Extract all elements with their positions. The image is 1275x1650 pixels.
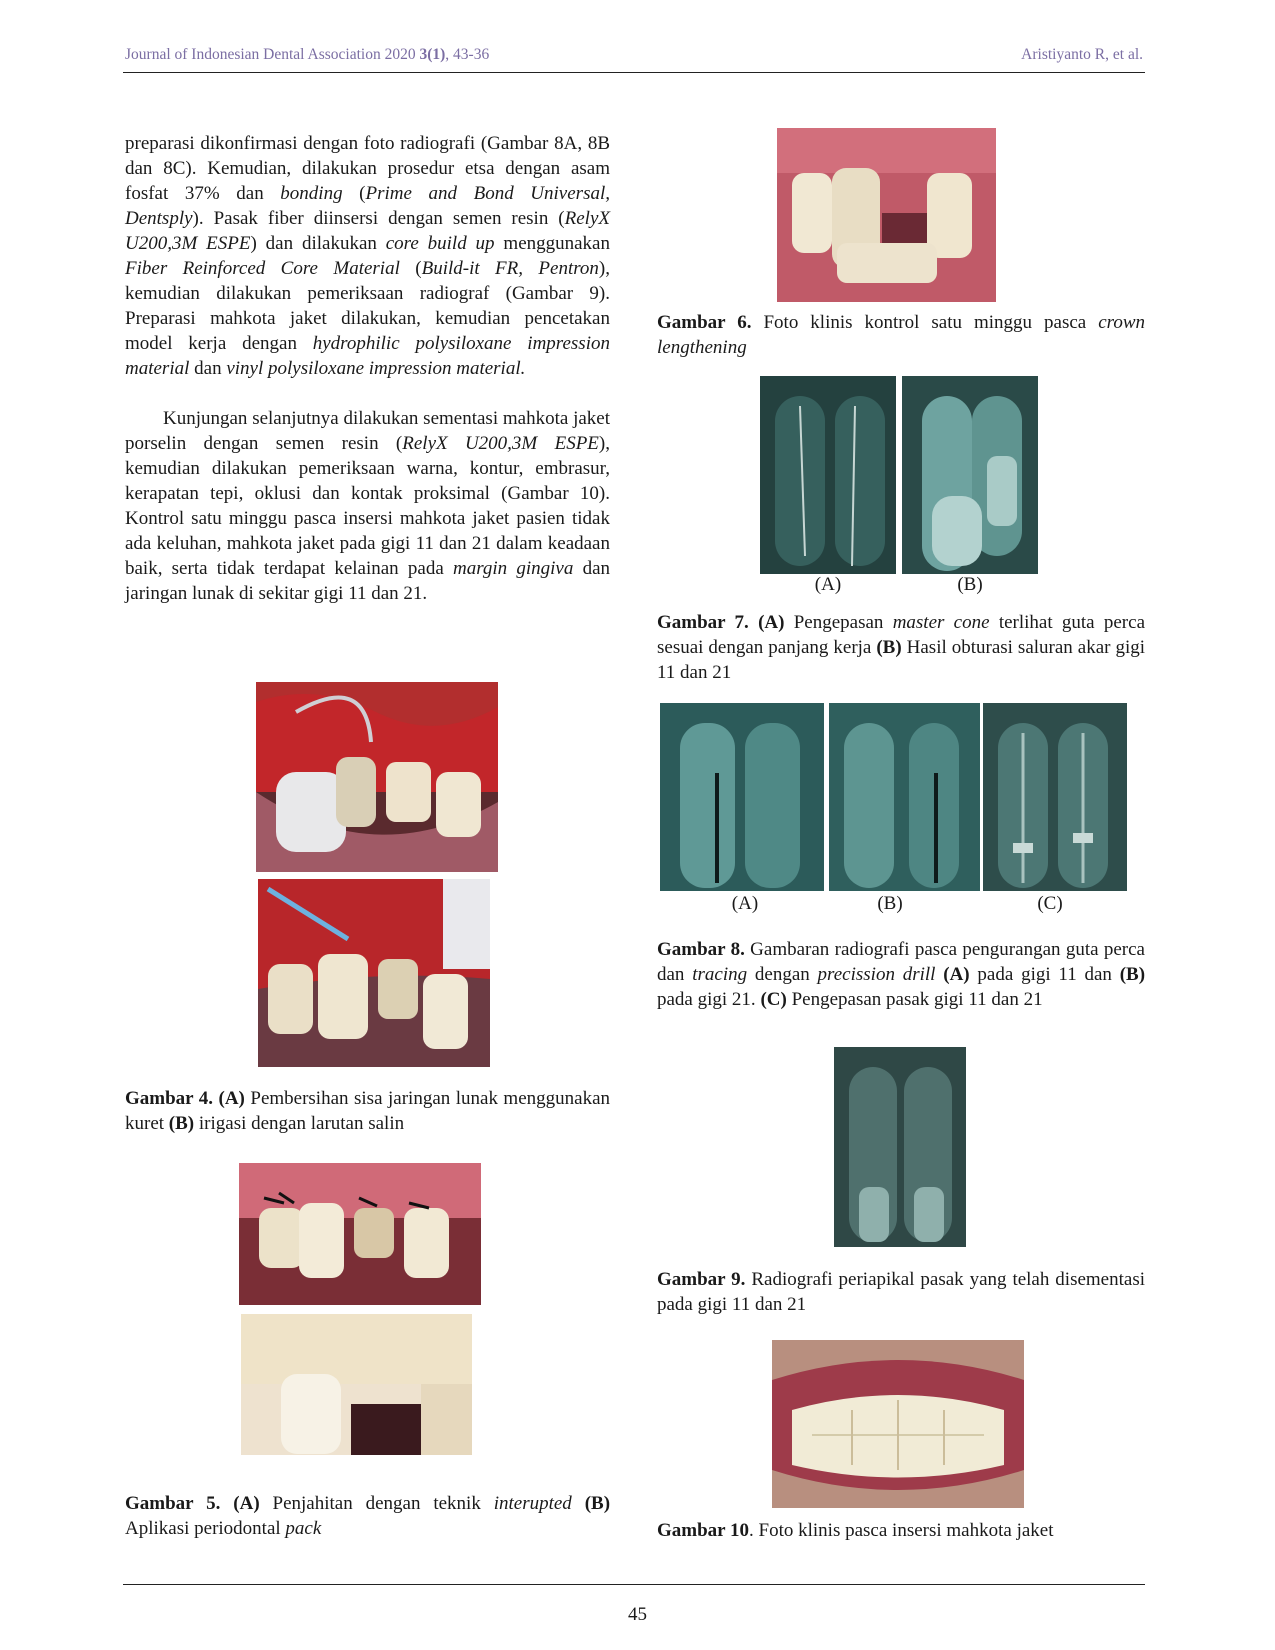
text-run: pack: [285, 1518, 322, 1539]
footer-rule: [123, 1584, 1145, 1585]
text-run: (C): [760, 989, 787, 1010]
text-run: (: [342, 183, 366, 204]
journal-prefix: Journal of Indonesian Dental Association 2020: [125, 46, 420, 63]
text-run: menggunakan: [494, 233, 610, 254]
text-run: Penjahitan dengan teknik: [259, 1493, 494, 1514]
text-run: Gambar 7.: [657, 612, 749, 633]
journal-header: [125, 46, 489, 64]
figure-8-label-c: (C): [1037, 893, 1063, 914]
text-run: (B): [584, 1493, 611, 1514]
text-run: preparasi dikonfirmasi dengan foto radiografi (Gambar 8A, 8B dan 8C). Kemudian, dilakukan prosedur etsa dengan asam fosfat 37% dan: [125, 133, 610, 204]
text-run: (A): [233, 1493, 260, 1514]
text-run: dan jaringan lunak di sekitar gigi 11 dan 21.: [125, 558, 610, 604]
text-run: hydrophilic polysiloxane impression material: [125, 333, 610, 379]
text-run: (B): [1119, 964, 1146, 985]
text-run: Gambar 5.: [125, 1493, 221, 1514]
caption-gambar-7: [657, 610, 1145, 685]
paragraph-gap: [125, 381, 610, 406]
figure-8b-radiograph: [829, 703, 980, 891]
text-run: dengan: [747, 964, 818, 985]
text-run: bonding: [280, 183, 343, 204]
text-run: (B): [168, 1113, 195, 1134]
text-run: [572, 1493, 585, 1514]
figure-8c-radiograph: [983, 703, 1127, 891]
figure-8-label-b: (B): [877, 893, 903, 914]
figure-9-radiograph: [834, 1047, 966, 1247]
text-run: ), kemudian dilakukan pemeriksaan radiograf (Gambar 9). Preparasi mahkota jaket dilakukan, kemudian pencetakan model kerja dengan: [125, 258, 610, 354]
figure-8-label-a: (A): [731, 893, 759, 914]
figure-5b-photo: [241, 1314, 472, 1455]
text-run: precission drill: [817, 964, 936, 985]
text-run: Gambar 6.: [657, 312, 752, 333]
caption-gambar-8: [657, 937, 1145, 1012]
text-run: vinyl polysiloxane impression material.: [226, 358, 526, 379]
text-run: margin gingiva: [452, 558, 574, 579]
paragraph-2: [125, 406, 610, 606]
text-run: Gambaran radiografi pasca pengurangan guta perca dan: [657, 939, 1145, 985]
figure-4b-photo: [258, 879, 490, 1067]
text-run: terlihat guta perca sesuai dengan panjang kerja: [657, 612, 1145, 658]
page-number: 45: [628, 1604, 647, 1625]
text-run: [749, 612, 758, 633]
text-run: pada gigi 11 dan: [969, 964, 1120, 985]
figure-5a-photo: [239, 1163, 481, 1305]
text-run: (B): [876, 637, 902, 658]
text-run: dan: [189, 358, 227, 379]
text-run: ), kemudian dilakukan pemeriksaan warna, kontur, embrasur, kerapatan tepi, oklusi dan kontak proksimal (Gambar 10). Kontrol satu minggu pasca insersi mahkota jaket pasien tidak ada keluhan, mahkota jaket pada gigi 11 dan 21 dalam keadaan baik, serta tidak terdapat kelainan pada: [125, 433, 610, 579]
caption-gambar-6: [657, 310, 1145, 360]
text-run: Foto klinis kontrol satu minggu pasca: [751, 312, 1099, 333]
text-run: RelyX U200,3M ESPE: [402, 433, 599, 454]
caption-gambar-9: [657, 1267, 1145, 1317]
author-header: Aristiyanto R, et al.: [1021, 46, 1143, 63]
journal-pages: , 43-36: [445, 46, 490, 63]
text-run: Kunjungan selanjutnya dilakukan sementasi mahkota jaket porselin dengan semen resin (: [125, 408, 610, 454]
text-run: crown lengthening: [657, 312, 1145, 358]
figure-4a-photo: [256, 682, 498, 872]
text-run: ). Pasak fiber diinsersi dengan semen resin (: [192, 208, 565, 229]
text-run: (A): [758, 612, 785, 633]
header-rule: [123, 72, 1145, 73]
caption-gambar-10: [657, 1518, 1145, 1543]
journal-volume: 3(1): [419, 46, 446, 63]
text-run: [220, 1493, 233, 1514]
text-run: Gambar 4.: [125, 1088, 213, 1109]
text-run: Fiber Reinforced Core Material: [125, 258, 400, 279]
figure-8a-radiograph: [660, 703, 824, 891]
text-run: Gambar 9.: [657, 1269, 746, 1290]
text-run: Build-it FR, Pentron: [421, 258, 599, 279]
figure-7-label-a: (A): [814, 574, 842, 595]
text-run: Prime and Bond Universal, Dentsply: [125, 183, 610, 229]
paragraph-1: [125, 131, 610, 381]
text-run: ) dan dilakukan: [250, 233, 386, 254]
figure-6-photo: [777, 128, 996, 302]
figure-10-photo: [772, 1340, 1024, 1508]
text-run: Pengepasan pasak gigi 11 dan 21: [786, 989, 1043, 1010]
text-run: (A): [943, 964, 970, 985]
text-run: Radiografi periapikal pasak yang telah disementasi pada gigi 11 dan 21: [657, 1269, 1145, 1315]
text-run: Gambar 10: [657, 1520, 750, 1541]
text-run: pada gigi 21.: [657, 989, 761, 1010]
caption-gambar-5: [125, 1491, 610, 1541]
text-run: Aplikasi periodontal: [125, 1518, 286, 1539]
text-run: master cone: [892, 612, 990, 633]
text-run: RelyX U200,3M ESPE: [125, 208, 610, 254]
figure-7a-radiograph: [760, 376, 896, 574]
text-run: . Foto klinis pasca insersi mahkota jaket: [749, 1520, 1054, 1541]
text-run: (: [399, 258, 422, 279]
text-run: Gambar 8.: [657, 939, 745, 960]
text-run: Hasil obturasi saluran akar gigi 11 dan 21: [657, 637, 1146, 683]
text-run: (A): [218, 1088, 245, 1109]
text-run: interupted: [493, 1493, 572, 1514]
text-run: Pengepasan: [784, 612, 893, 633]
figure-7-label-b: (B): [957, 574, 983, 595]
caption-gambar-4: [125, 1086, 610, 1136]
left-column-text: [125, 131, 610, 606]
text-run: irigasi dengan larutan salin: [194, 1113, 405, 1134]
text-run: tracing: [692, 964, 748, 985]
text-run: Pembersihan sisa jaringan lunak menggunakan kuret: [125, 1088, 611, 1134]
figure-7b-radiograph: [902, 376, 1038, 574]
text-run: core build up: [385, 233, 495, 254]
